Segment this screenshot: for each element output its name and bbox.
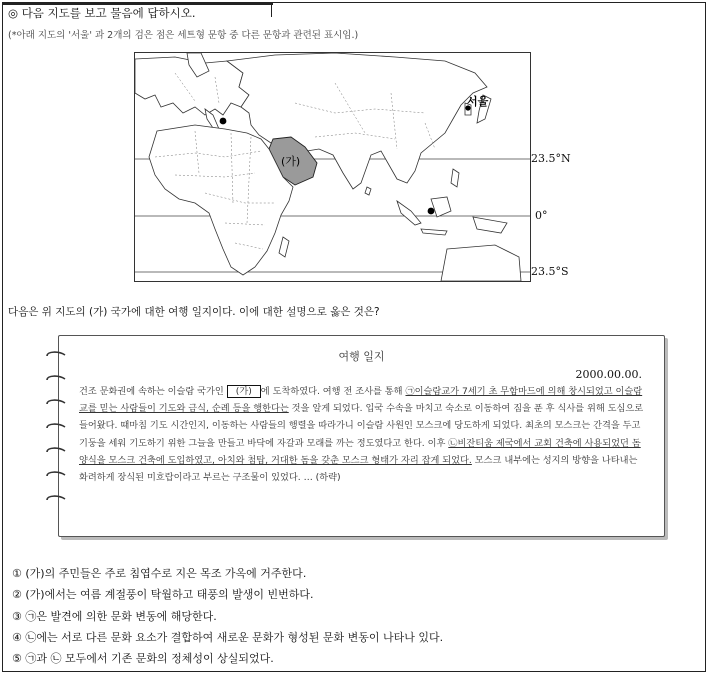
- label-ga: (가): [281, 155, 301, 168]
- marker-dot-mediterranean: [220, 118, 227, 125]
- diary-text-3: 것을 알게 되었다. 입국 수속을 마치고 숙소로 이동하여 짐을 푼 후 식사를 위해 도심으로 들어왔다. 때마침 기도 시간인지, 이동하는 사람들의 행렬을 따라가니 이슬람 사원인 모스크에 당도하게 되었다. 최초의 모스크는 간격을 두고 기둥을 세워 기도하기 위한 그늘을 만들고 바닥에 자갈과 모래를 까는 정도였다고 한다. 이후: [79, 403, 644, 449]
- diary-underline-1: ㉠이슬람교가 7세기 초 무함마드에 의해 창시되었고 이슬람교를 믿는 사람들이 기도와 금식, 순례 등을 행한다는: [79, 386, 643, 415]
- lat-label-equator: 0°: [535, 209, 548, 222]
- label-seoul: 서울: [467, 95, 489, 108]
- diary-body: [79, 383, 649, 486]
- diary-title: 여행 일지: [338, 350, 385, 363]
- spiral-ring-icon: [45, 374, 69, 386]
- choice-3[interactable]: ③ ㉠은 발견에 의한 문화 변동에 해당한다.: [12, 609, 217, 623]
- diary-ga-box: (가): [227, 385, 261, 398]
- diary-text-2: 에 도착하였다. 여행 전 조사를 통해: [260, 386, 403, 397]
- spiral-ring-icon: [45, 446, 69, 458]
- lat-label-south: 23.5°S: [531, 265, 569, 278]
- choice-1[interactable]: ① (가)의 주민들은 주로 침엽수로 지은 목조 가옥에 거주한다.: [12, 567, 307, 580]
- sumatra: [397, 201, 421, 225]
- australia: [441, 245, 521, 281]
- question-stem: 다음은 위 지도의 (가) 국가에 대한 여행 일지이다. 이에 대한 설명으로 옳은 것은?: [8, 306, 380, 318]
- diary-text-4: 모스크 내부에는 성지의 방향을 나타내는 화려하게 장식된 미흐랍이라고 부르는 구조물이 있었다. … (하략): [79, 454, 638, 484]
- travel-diary: [58, 335, 665, 537]
- diary-text-1: 건조 문화권에 속하는 이슬람 국가인: [79, 386, 224, 397]
- philippines: [451, 169, 459, 187]
- marker-dot-singapore: [428, 208, 435, 215]
- diary-underline-2: ㉡비잔티움 제국에서 교회 건축에 사용되었던 돔 양식을 모스크 건축에 도입하였고, 아치와 첨탑, 거대한 돔을 갖춘 모스크 형태가 자리 잡게 되었다.: [79, 437, 641, 466]
- spiral-ring-icon: [45, 422, 69, 434]
- lat-label-north: 23.5°N: [531, 152, 571, 165]
- spiral-ring-icon: [45, 494, 69, 506]
- borneo: [431, 197, 451, 217]
- spiral-ring-icon: [45, 398, 69, 410]
- question-heading: ◎ 다음 지도를 보고 물음에 답하시오.: [8, 6, 196, 20]
- answer-choices: [12, 563, 443, 669]
- java: [421, 229, 447, 235]
- choice-5[interactable]: ⑤ ㉠과 ㉡ 모두에서 기존 문화의 정체성이 상실되었다.: [12, 652, 274, 666]
- question-note: (*아래 지도의 '서울' 과 2개의 검은 점은 세트형 문항 중 다른 문항과 관련된 표시임.): [8, 30, 359, 41]
- sri-lanka: [365, 187, 371, 195]
- choice-4[interactable]: ④ ㉡에는 서로 다른 문화 요소가 결합하여 새로운 문화가 형성된 문화 변동이 나타나 있다.: [12, 630, 444, 644]
- map-svg: [135, 53, 530, 281]
- top-rule-tick: [271, 3, 272, 17]
- madagascar: [279, 237, 289, 257]
- diary-date: 2000.00.00.: [575, 368, 642, 381]
- new-guinea: [473, 217, 507, 233]
- spiral-ring-icon: [45, 470, 69, 482]
- choice-2[interactable]: ② (가)에서는 여름 계절풍이 탁월하고 태풍의 발생이 빈번하다.: [12, 588, 314, 602]
- world-map: [134, 52, 531, 282]
